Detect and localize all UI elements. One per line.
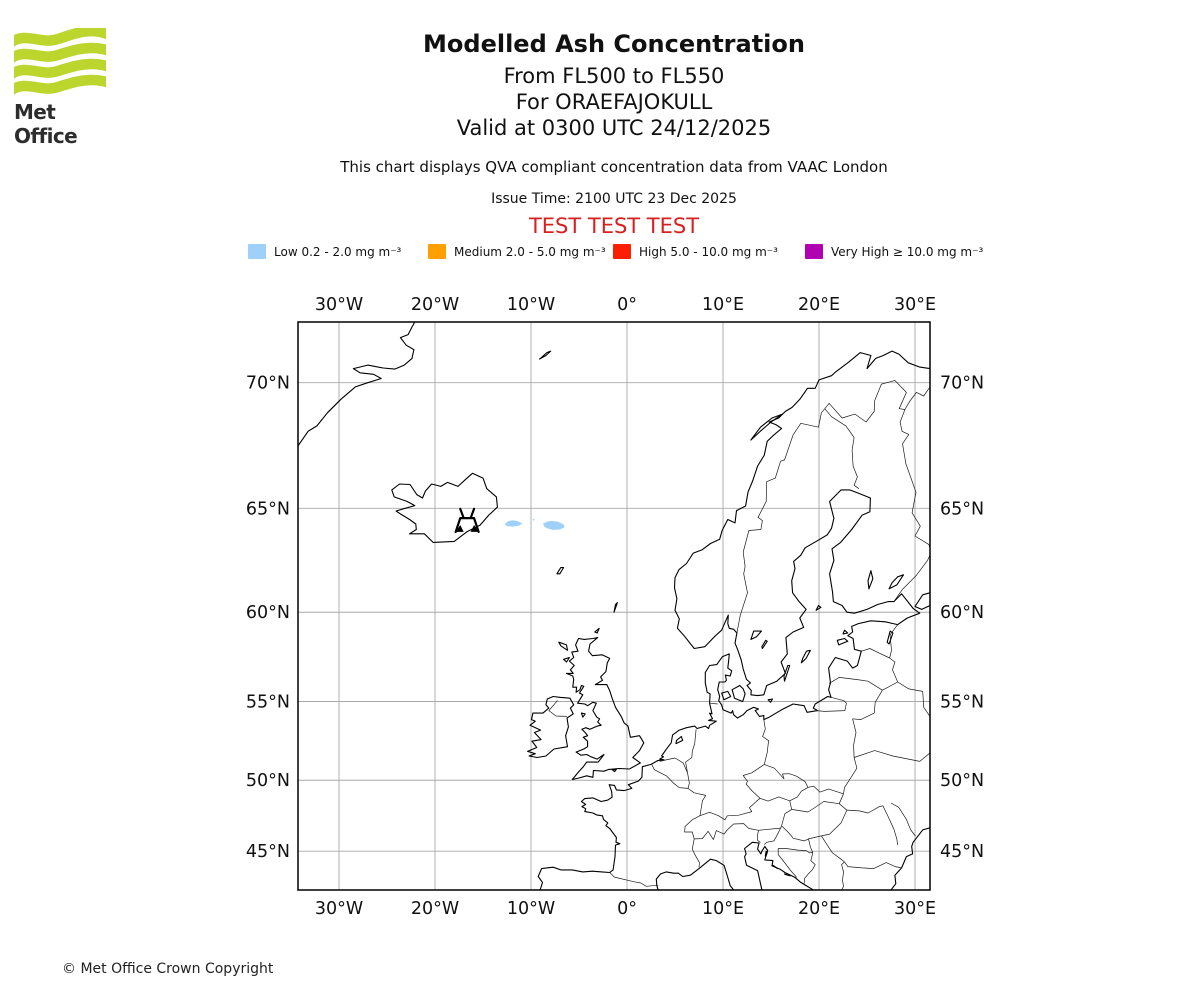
coastline (816, 606, 821, 611)
coastline (564, 658, 570, 663)
legend-swatch-medium (428, 244, 446, 259)
lat-label-right: 45°N (940, 842, 985, 863)
lon-label-top: 30°W (314, 295, 364, 315)
map-frame (298, 322, 930, 890)
lon-label-bottom: 0° (617, 899, 637, 919)
ash-patch-low (543, 521, 565, 530)
legend-item-medium (428, 244, 606, 259)
country-border (790, 787, 808, 800)
country-border (692, 839, 699, 867)
country-border (710, 703, 718, 704)
lat-label-right: 65°N (940, 499, 985, 520)
map-svg (230, 280, 990, 940)
coastline (837, 639, 848, 645)
country-border (549, 701, 567, 717)
country-border (847, 806, 883, 813)
country-border (890, 625, 898, 658)
coastline (392, 473, 498, 542)
country-border (816, 697, 847, 711)
lon-label-top: 30°E (893, 295, 937, 315)
coastline (676, 737, 683, 744)
grid-lines (298, 322, 930, 890)
country-border (737, 409, 825, 633)
coastline (891, 828, 930, 890)
country-border (853, 690, 883, 719)
country-border (764, 764, 808, 787)
legend-item-very-high (805, 244, 983, 259)
lon-label-bottom: 20°W (410, 899, 460, 919)
coastline (595, 628, 599, 633)
country-border (743, 764, 764, 798)
country-border (758, 830, 761, 842)
coastline (656, 859, 733, 890)
map (230, 280, 990, 940)
lon-label-top: 10°E (701, 295, 745, 315)
country-border (825, 381, 930, 423)
coastline (298, 322, 415, 446)
coastline (540, 351, 551, 359)
country-border (778, 849, 813, 853)
country-border (845, 862, 902, 869)
coastline (538, 351, 930, 890)
test-banner: TEST TEST TEST (528, 214, 700, 238)
country-border (860, 649, 889, 659)
lat-label-right: 50°N (940, 771, 985, 792)
country-border (700, 798, 760, 820)
country-border (839, 804, 847, 810)
coastline (801, 650, 810, 663)
country-border (882, 658, 897, 690)
country-border (804, 853, 815, 884)
lat-label-left: 50°N (245, 771, 290, 792)
lat-label-right: 60°N (940, 603, 985, 624)
country-border (660, 758, 688, 773)
compliance-note: This chart displays QVA compliant concentration data from VAAC London (340, 158, 888, 176)
country-border (652, 764, 690, 788)
coastline (581, 713, 585, 717)
legend-item-low (248, 244, 401, 259)
lon-label-bottom: 20°E (797, 899, 841, 919)
ash-patches (505, 518, 565, 530)
coastline (722, 691, 731, 699)
country-border (685, 816, 700, 839)
country-border (763, 719, 769, 764)
country-border (854, 751, 930, 762)
copyright: © Met Office Crown Copyright (62, 961, 274, 977)
coastline (567, 638, 644, 780)
flight-level-subtitle: From FL500 to FL550 (503, 64, 725, 88)
country-border (694, 824, 780, 840)
valid-time-subtitle: Valid at 0300 UTC 24/12/2025 (456, 116, 772, 140)
coastline (784, 666, 790, 682)
coastline (868, 571, 873, 589)
lon-label-bottom: 30°E (893, 899, 937, 919)
coastline (557, 568, 564, 574)
ash-patch-low (505, 520, 523, 526)
legend-label-high: High 5.0 - 10.0 mg m⁻³ (639, 244, 778, 259)
legend-label-medium: Medium 2.0 - 5.0 mg m⁻³ (454, 244, 606, 259)
legend-swatch-low (248, 244, 266, 259)
lon-label-top: 20°E (797, 295, 841, 315)
volcano-marker (456, 509, 479, 532)
lon-label-top: 0° (617, 295, 637, 315)
coastline (559, 642, 568, 650)
country-border (688, 788, 706, 815)
country-border (808, 786, 844, 794)
country-border (844, 719, 857, 794)
coastlines (298, 322, 930, 890)
volcano-subtitle: For ORAEFAJOKULL (515, 90, 713, 114)
country-border (821, 836, 844, 862)
coastline (765, 851, 767, 856)
country-border (760, 797, 790, 801)
coastline (915, 593, 930, 610)
coastline (889, 575, 903, 589)
coastline (745, 842, 814, 890)
coastline (751, 631, 762, 639)
country-border (809, 839, 813, 853)
lat-label-right: 70°N (940, 373, 985, 394)
country-border (898, 682, 930, 716)
ash-patch-low (532, 518, 534, 521)
legend-swatch-high (613, 244, 631, 259)
country-border (883, 806, 898, 845)
lat-label-left: 55°N (245, 692, 290, 713)
country-border (825, 409, 859, 489)
page-title: Modelled Ash Concentration (423, 30, 805, 58)
legend-item-high (613, 244, 778, 259)
coastline (843, 630, 848, 634)
lat-label-left: 65°N (245, 499, 290, 520)
lon-label-bottom: 10°E (701, 899, 745, 919)
legend-label-low: Low 0.2 - 2.0 mg m⁻³ (274, 244, 402, 259)
lon-label-top: 10°W (506, 295, 556, 315)
lat-label-right: 55°N (940, 692, 985, 713)
country-border (842, 862, 845, 890)
lat-label-left: 60°N (245, 603, 290, 624)
country-border (829, 677, 882, 690)
coastline (732, 686, 745, 702)
country-border (610, 873, 659, 887)
coastline (612, 769, 616, 771)
legend-label-very-high: Very High ≥ 10.0 mg m⁻³ (831, 244, 984, 259)
legend-swatch-very-high (805, 244, 823, 259)
coastline (751, 414, 783, 440)
issue-time: Issue Time: 2100 UTC 23 Dec 2025 (491, 191, 737, 207)
country-border (792, 794, 844, 812)
lon-label-bottom: 30°W (314, 899, 364, 919)
met-office-logo-text: Met Office (14, 100, 78, 148)
lon-label-top: 20°W (410, 295, 460, 315)
country-border (782, 826, 822, 841)
lat-label-left: 45°N (245, 842, 290, 863)
country-border (821, 810, 847, 836)
lon-label-bottom: 10°W (506, 899, 556, 919)
country-border (781, 801, 792, 828)
country-borders (549, 381, 930, 891)
country-border (686, 729, 697, 773)
lat-label-left: 70°N (245, 373, 290, 394)
coastline (614, 603, 617, 613)
coastline (528, 697, 574, 758)
country-border (764, 828, 780, 845)
coastline (762, 640, 767, 648)
volcano-feet (456, 525, 479, 532)
